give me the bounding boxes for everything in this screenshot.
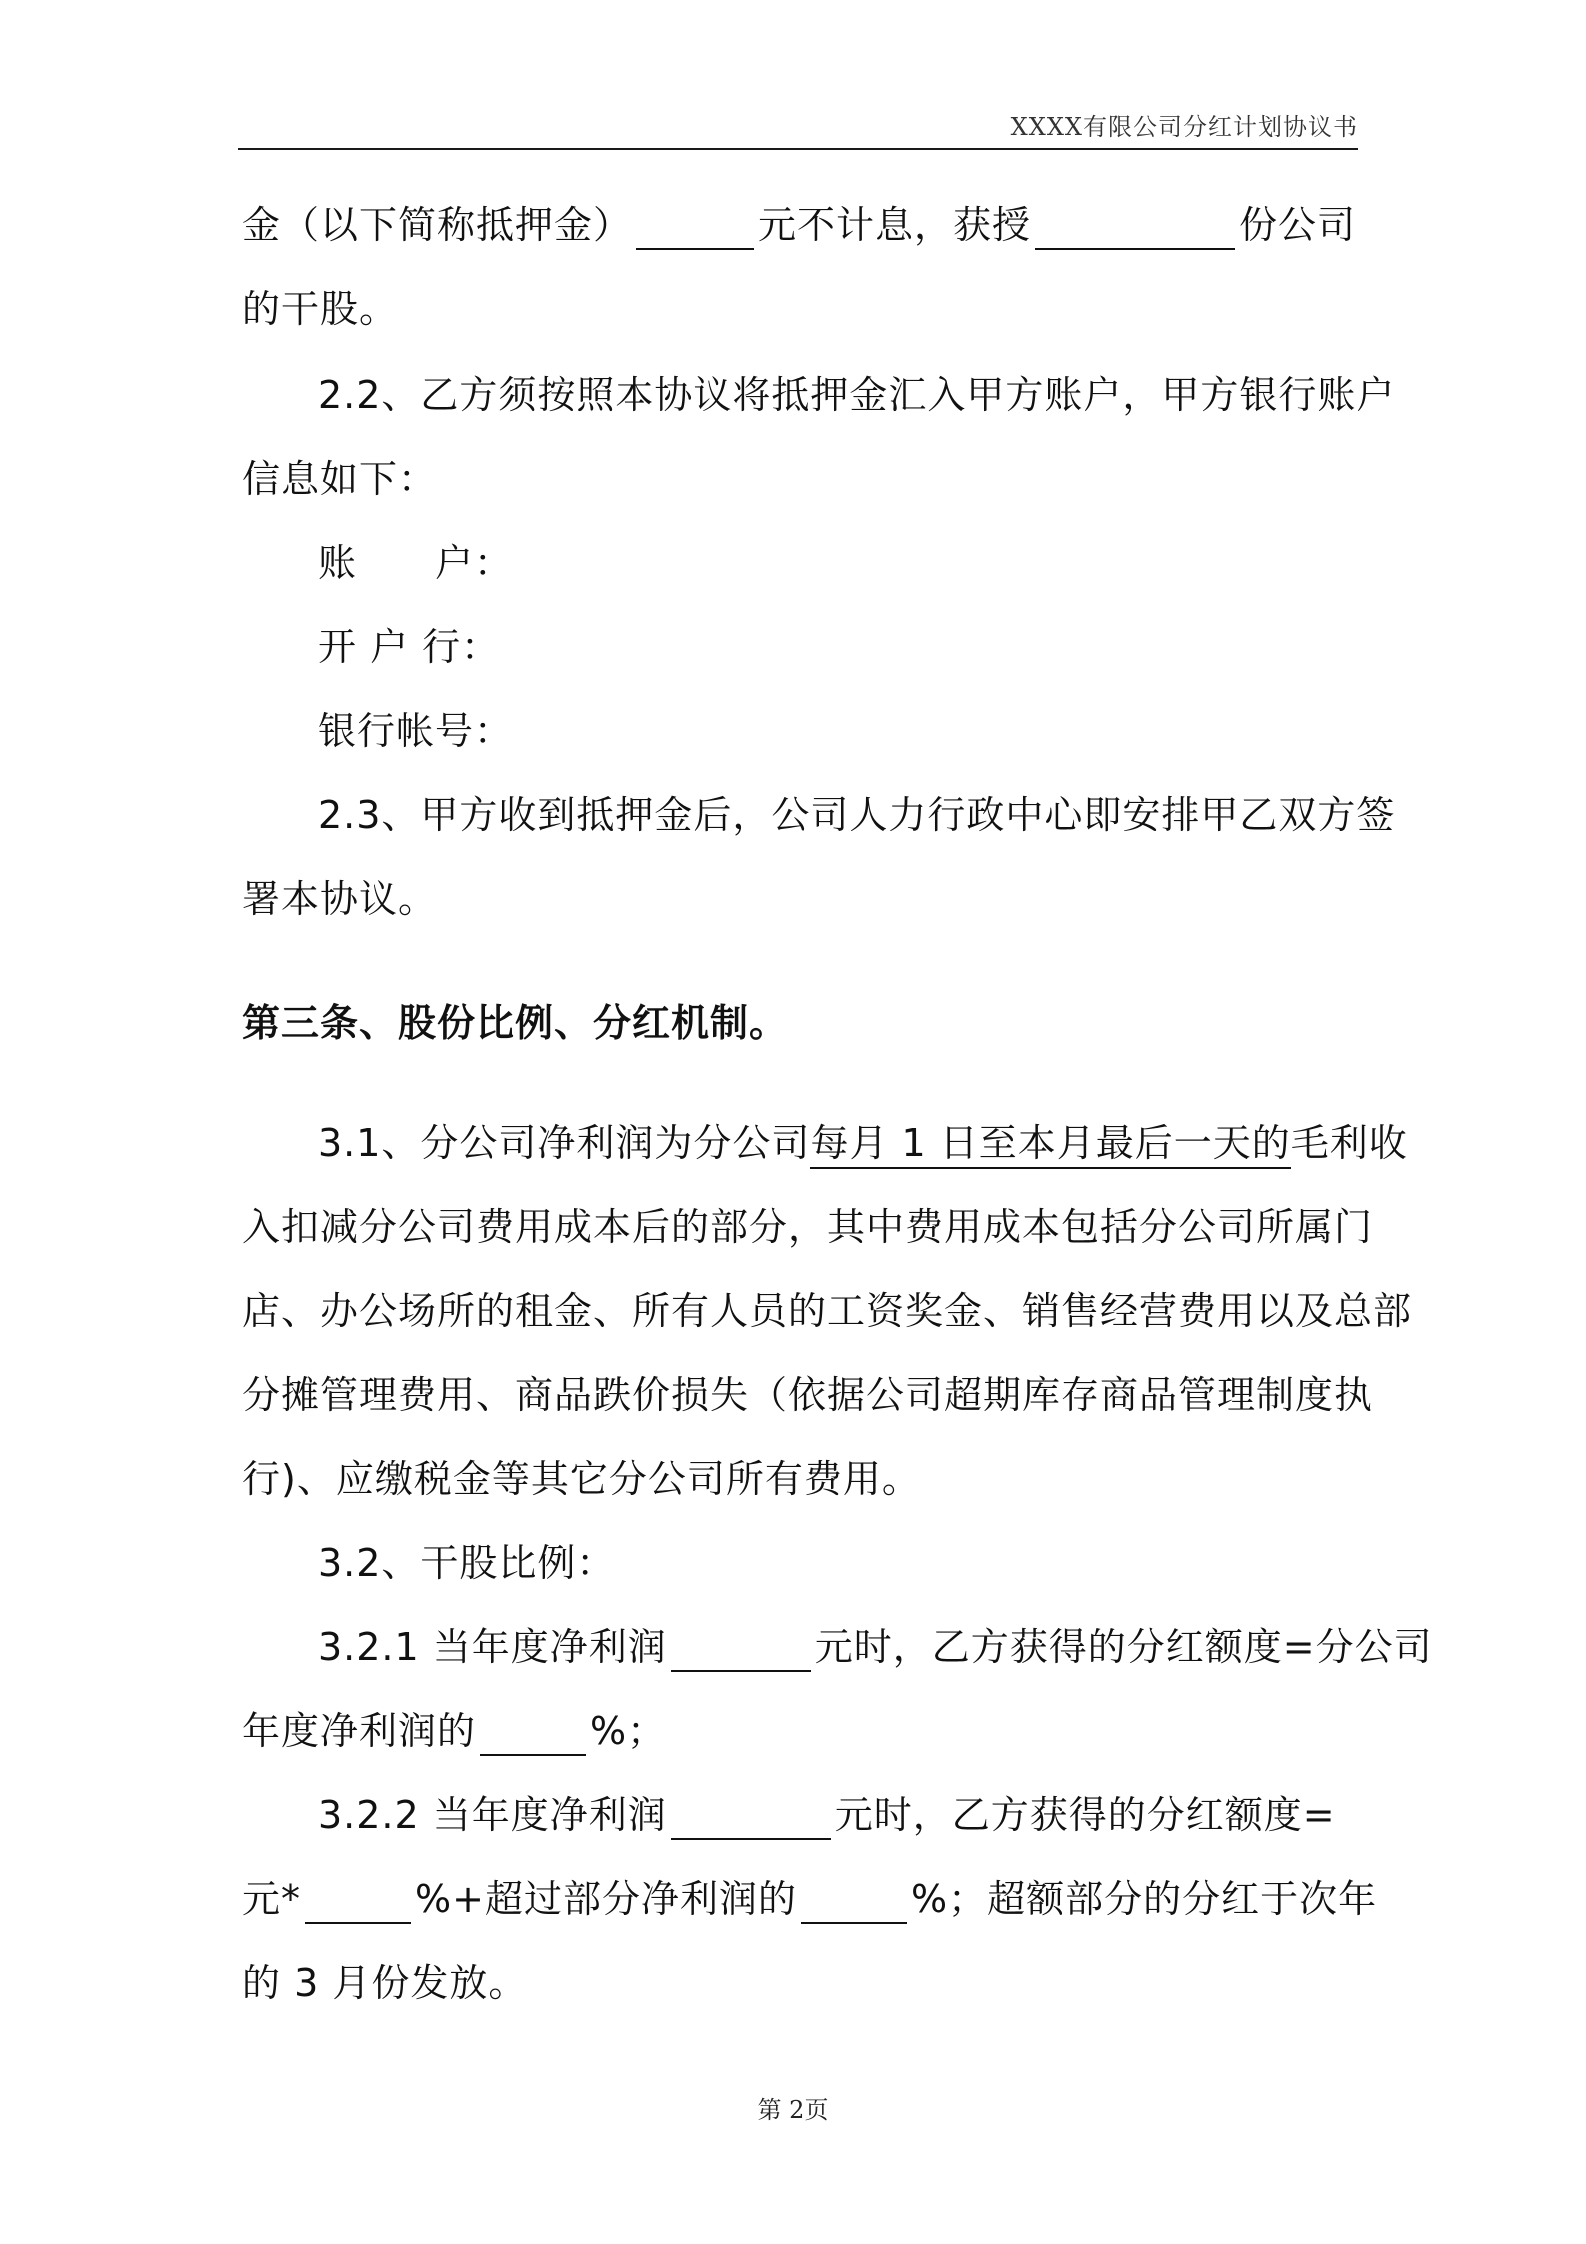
blank-field <box>1035 208 1235 250</box>
paragraph-line <box>0 1118 1586 1168</box>
paragraph-line <box>0 1706 1586 1756</box>
text-segment: 的 3 月份发放。 <box>242 1961 528 2005</box>
text-segment: 份公司 <box>1239 203 1357 247</box>
blank-field <box>801 1882 907 1924</box>
paragraph-line <box>0 1286 1586 1336</box>
paragraph-line <box>0 200 1586 250</box>
text-segment: 入扣减分公司费用成本后的部分，其中费用成本包括分公司所属门 <box>242 1205 1374 1249</box>
paragraph-line <box>0 1958 1586 2008</box>
text-segment: 3.2、干股比例： <box>318 1541 616 1585</box>
blank-field <box>480 1714 586 1756</box>
text-segment: %；超额部分的分红于次年 <box>910 1877 1378 1921</box>
text-segment: 毛利收 <box>1290 1121 1408 1165</box>
text-segment: 元* <box>242 1877 302 1921</box>
paragraph-line <box>0 1538 1586 1588</box>
page-number-text: 第 2页 <box>757 2096 829 2124</box>
text-segment: %+超过部分净利润的 <box>415 1877 797 1921</box>
paragraph-line <box>0 284 1586 334</box>
text-segment: 第三条、股份比例、分红机制。 <box>242 1001 789 1045</box>
text-segment: 分摊管理费用、商品跌价损失（依据公司超期库存商品管理制度执 <box>242 1373 1374 1417</box>
blank-field <box>636 208 754 250</box>
text-segment: %； <box>590 1709 667 1753</box>
text-segment: 署本协议。 <box>242 877 438 921</box>
text-segment: 金（以下简称抵押金） <box>242 203 633 247</box>
blank-field <box>671 1630 811 1672</box>
text-segment: 的干股。 <box>242 287 399 331</box>
section-heading <box>0 998 1586 1048</box>
text-segment: 银行帐号： <box>318 709 514 753</box>
text-segment: 3.2.1 当年度净利润 <box>318 1625 667 1669</box>
paragraph-line <box>0 1622 1586 1672</box>
account-bank-label <box>0 622 1586 672</box>
text-segment: 元时，乙方获得的分红额度=分公司 <box>814 1625 1433 1669</box>
text-segment: 3.1、分公司净利润为分公司 <box>318 1121 811 1165</box>
paragraph-line <box>0 1454 1586 1504</box>
paragraph-line <box>0 874 1586 924</box>
text-segment: 元不计息，获授 <box>758 203 1032 247</box>
blank-field <box>305 1882 411 1924</box>
text-segment: 2.3、甲方收到抵押金后，公司人力行政中心即安排甲乙双方签 <box>318 793 1396 837</box>
blank-field <box>671 1798 831 1840</box>
text-segment: 年度净利润的 <box>242 1709 477 1753</box>
text-segment: 3.2.2 当年度净利润 <box>318 1793 667 1837</box>
paragraph-line <box>0 1202 1586 1252</box>
paragraph-line <box>0 1370 1586 1420</box>
text-segment: 行)、应缴税金等其它分公司所有费用。 <box>242 1457 921 1501</box>
page-header <box>238 112 1358 150</box>
text-segment: 信息如下： <box>242 457 438 501</box>
account-name-label <box>0 538 1586 588</box>
paragraph-line <box>0 370 1586 420</box>
paragraph-line <box>0 790 1586 840</box>
text-segment: 店、办公场所的租金、所有人员的工资奖金、销售经营费用以及总部 <box>242 1289 1413 1333</box>
account-number-label <box>0 706 1586 756</box>
text-segment: 开 户 行： <box>318 625 501 669</box>
paragraph-line <box>0 1790 1586 1840</box>
header-title: XXXX有限公司分红计划协议书 <box>1010 113 1358 141</box>
text-segment: 账 户： <box>318 541 514 585</box>
text-segment: 2.2、乙方须按照本协议将抵押金汇入甲方账户，甲方银行账户 <box>318 373 1396 417</box>
paragraph-line <box>0 1874 1586 1924</box>
underlined-text: 每月 1 日至本月最后一天的 <box>810 1121 1290 1169</box>
paragraph-line <box>0 454 1586 504</box>
page-number <box>0 2090 1586 2125</box>
text-segment: 元时，乙方获得的分红额度= <box>834 1793 1336 1837</box>
